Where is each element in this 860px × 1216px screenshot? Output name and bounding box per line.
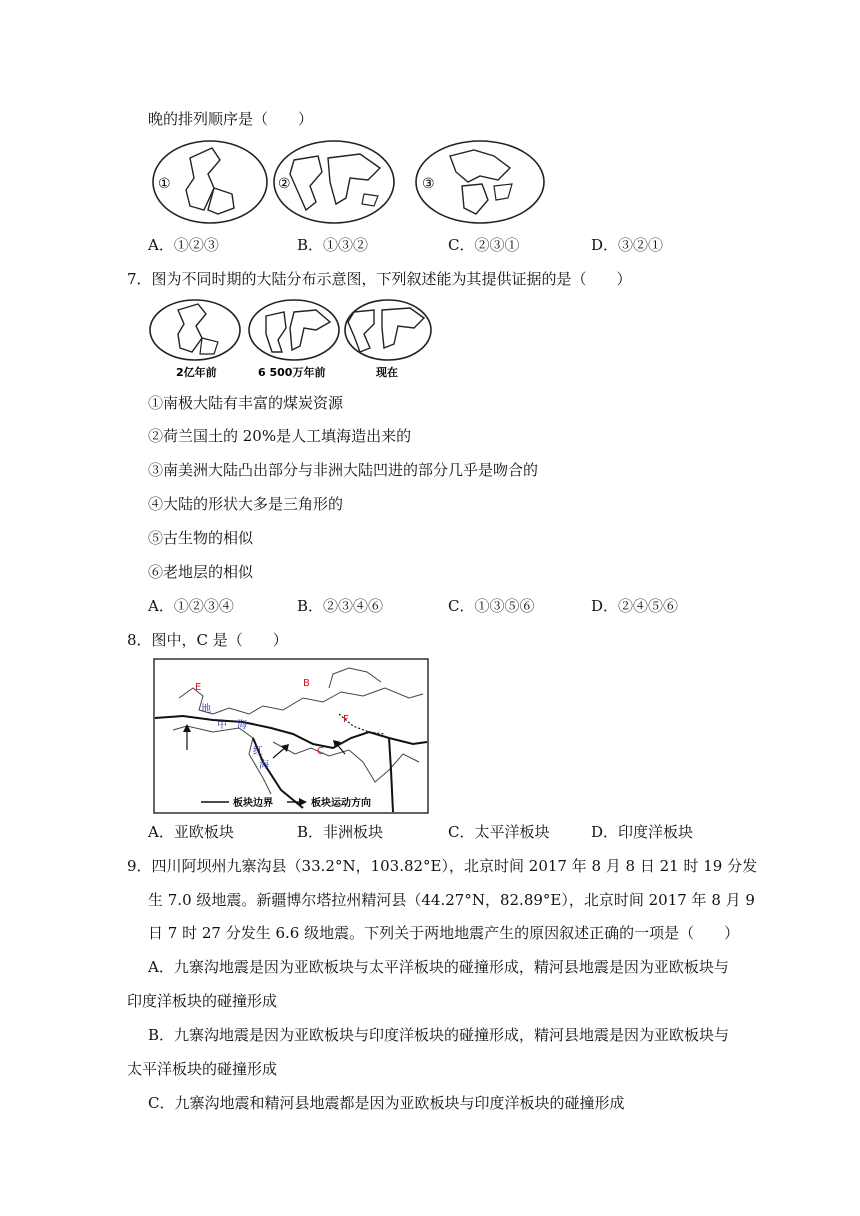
q9-option-a-line-1[interactable]: A．九寨沟地震是因为亚欧板块与太平洋板块的碰撞形成，精河县地震是因为亚欧板块与	[148, 958, 729, 976]
q6-stem-tail: 晚的排列顺序是（ ）	[148, 110, 314, 128]
plate-label-f: F	[343, 714, 349, 725]
q7-option-d[interactable]: D．②④⑤⑥	[591, 597, 679, 615]
q6-map-1	[153, 141, 267, 223]
q9-stem-line-3: 日 7 时 27 分发生 6.6 级地震。下列关于两地地震产生的原因叙述正确的一项是（ ）	[148, 924, 740, 942]
sea-label-1: 地	[201, 704, 211, 715]
q7-option-a[interactable]: A．①②③④	[148, 597, 234, 615]
q6-option-d[interactable]: D．③②①	[591, 236, 664, 254]
q7-map-2	[249, 300, 339, 379]
legend-boundary: 板块边界	[233, 798, 273, 809]
plate-label-b: B	[303, 678, 310, 689]
q6-figure	[150, 138, 550, 226]
q7-figure	[148, 298, 433, 382]
q7-statement-6: ⑥老地层的相似	[148, 563, 254, 581]
q6-map-1-label: ①	[158, 176, 171, 192]
sea-label-2: 中 海	[217, 720, 247, 731]
q7-statement-2: ②荷兰国土的 20%是人工填海造出来的	[148, 427, 412, 445]
q8-plate-map	[153, 658, 429, 814]
q7-option-b[interactable]: B．②③④⑥	[297, 597, 384, 615]
q7-statement-1: ①南极大陆有丰富的煤炭资源	[148, 394, 344, 412]
q7-map-1	[150, 300, 240, 379]
q7-map-3-caption: 现在	[376, 366, 398, 379]
q8-option-a[interactable]: A．亚欧板块	[148, 823, 234, 841]
q6-option-b[interactable]: B．①③②	[297, 236, 369, 254]
plate-label-e: E	[195, 682, 202, 693]
plate-label-c: C	[317, 746, 324, 757]
q9-stem-line-1: 9．四川阿坝州九寨沟县（33.2°N，103.82°E），北京时间 2017 年 8 月 8 日 21 时 19 分发	[127, 857, 758, 875]
q7-map-1-caption: 2亿年前	[176, 366, 217, 379]
sea-label-3: 红	[253, 746, 263, 757]
q9-option-c[interactable]: C．九寨沟地震和精河县地震都是因为亚欧板块与印度洋板块的碰撞形成	[148, 1094, 625, 1112]
q7-statement-4: ④大陆的形状大多是三角形的	[148, 495, 344, 513]
q7-option-c[interactable]: C．①③⑤⑥	[448, 597, 535, 615]
sea-label-4: 海	[259, 760, 269, 771]
q6-option-c[interactable]: C．②③①	[448, 236, 520, 254]
q8-option-d[interactable]: D．印度洋板块	[591, 823, 694, 841]
q9-stem-line-2: 生 7.0 级地震。新疆博尔塔拉州精河县（44.27°N，82.89°E），北京时间 2017 年 8 月 9	[148, 891, 755, 909]
q8-stem: 8．图中，C 是（ ）	[127, 631, 288, 649]
q7-map-3	[345, 300, 431, 379]
q7-statement-3: ③南美洲大陆凸出部分与非洲大陆凹进的部分几乎是吻合的	[148, 461, 539, 479]
q9-option-a-line-2[interactable]: 印度洋板块的碰撞形成	[127, 992, 278, 1010]
q6-map-3	[416, 141, 544, 223]
q6-map-3-label: ③	[422, 176, 435, 192]
q9-option-b-line-1[interactable]: B．九寨沟地震是因为亚欧板块与印度洋板块的碰撞形成，精河县地震是因为亚欧板块与	[148, 1026, 730, 1044]
q7-statement-5: ⑤古生物的相似	[148, 529, 254, 547]
q9-option-b-line-2[interactable]: 太平洋板块的碰撞形成	[127, 1060, 278, 1078]
q6-option-a[interactable]: A．①②③	[148, 236, 219, 254]
q7-stem: 7．图为不同时期的大陆分布示意图，下列叙述能为其提供证据的是（ ）	[127, 270, 632, 288]
q7-map-2-caption: 6 500万年前	[258, 366, 326, 379]
legend-motion: 板块运动方向	[311, 798, 371, 809]
q6-map-2-label: ②	[278, 176, 291, 192]
q8-option-b[interactable]: B．非洲板块	[297, 823, 384, 841]
q8-option-c[interactable]: C．太平洋板块	[448, 823, 550, 841]
q6-map-2	[274, 141, 394, 223]
